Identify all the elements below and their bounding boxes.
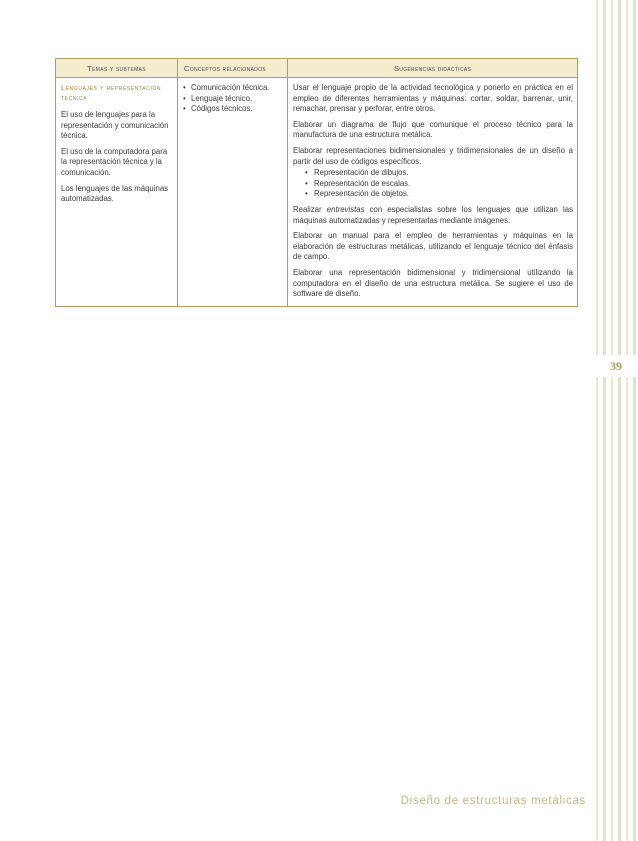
subtema-item: Los lenguajes de las máquinas automatizadas. xyxy=(61,183,169,204)
concepto-item: • Lenguaje técnico. xyxy=(183,94,283,105)
header-conceptos: Conceptos relacionados xyxy=(178,59,288,78)
stripe xyxy=(633,0,636,841)
conceptos-cell xyxy=(178,78,288,307)
stripe xyxy=(618,0,621,841)
footer-title: Diseño de estructuras metálicas xyxy=(400,795,586,807)
sugerencia-paragraph: Elaborar un manual para el empleo de herramientas y máquinas en la elaboración de estructuras metálicas, utilizando el lenguaje técnico del énfasis de campo. xyxy=(293,231,573,262)
sugerencia-subitem: • Representación de dibujos. xyxy=(305,168,573,179)
stripe xyxy=(596,0,598,841)
page-number: 39 xyxy=(596,355,636,377)
header-temas: Temas y subtemas xyxy=(56,59,178,78)
sugerencias-cell xyxy=(288,78,578,307)
sugerencia-paragraph: Elaborar un diagrama de flujo que comunique el proceso técnico para la manufactura de una estructura metálica. xyxy=(293,119,573,140)
sugerencia-paragraph xyxy=(293,205,573,226)
table-row xyxy=(56,78,578,307)
conceptos-list xyxy=(183,83,283,115)
sugerencia-subitem: • Representación de escalas. xyxy=(305,179,573,190)
table-header-row xyxy=(56,59,578,78)
sugerencia-paragraph: Usar el lenguaje propio de la actividad tecnológica y ponerlo en práctica en el empleo de diferentes herramientas y máquinas: cortar, soldar, barrenar, unir, remachar, prensar y perforar, entre otros. xyxy=(293,83,573,114)
stripe xyxy=(603,0,606,841)
sugerencia-subitem: • Representación de objetos. xyxy=(305,189,573,200)
curriculum-table xyxy=(55,58,578,307)
sugerencia-text: con especialistas sobre los lenguajes que utilizan las máquinas automatizadas y representarlas mediante imágenes. xyxy=(293,204,574,225)
concepto-item: • Comunicación técnica. xyxy=(183,83,283,94)
stripe xyxy=(611,0,613,841)
sugerencia-paragraph: Elaborar representaciones bidimensionales y tridimensionales de un diseño a partir del uso de códigos específicos. xyxy=(293,145,573,166)
sugerencia-emphasis: entrevistas xyxy=(326,204,365,214)
temas-cell xyxy=(56,78,178,307)
sugerencia-sublist xyxy=(293,168,573,200)
tema-heading: Lenguajes y representación técnica xyxy=(61,83,162,102)
concepto-item: • Códigos técnicos. xyxy=(183,104,283,115)
subtema-item: El uso de la computadora para la representación técnica y la comunicación. xyxy=(61,146,168,177)
subtema-item: El uso de lenguajes para la representación y comunicación técnica. xyxy=(61,110,169,141)
decorative-stripes xyxy=(596,0,638,841)
stripe xyxy=(626,0,628,841)
sugerencia-paragraph: Elaborar una representación bidimensional y tridimensional utilizando la computadora en el diseño de una estructura metálica. Se sugiere el uso de software de diseño. xyxy=(293,267,573,299)
curriculum-table-container xyxy=(55,58,577,307)
sugerencia-text: Realizar xyxy=(293,204,327,214)
header-sugerencias: Sugerencias didácticas xyxy=(288,59,578,78)
